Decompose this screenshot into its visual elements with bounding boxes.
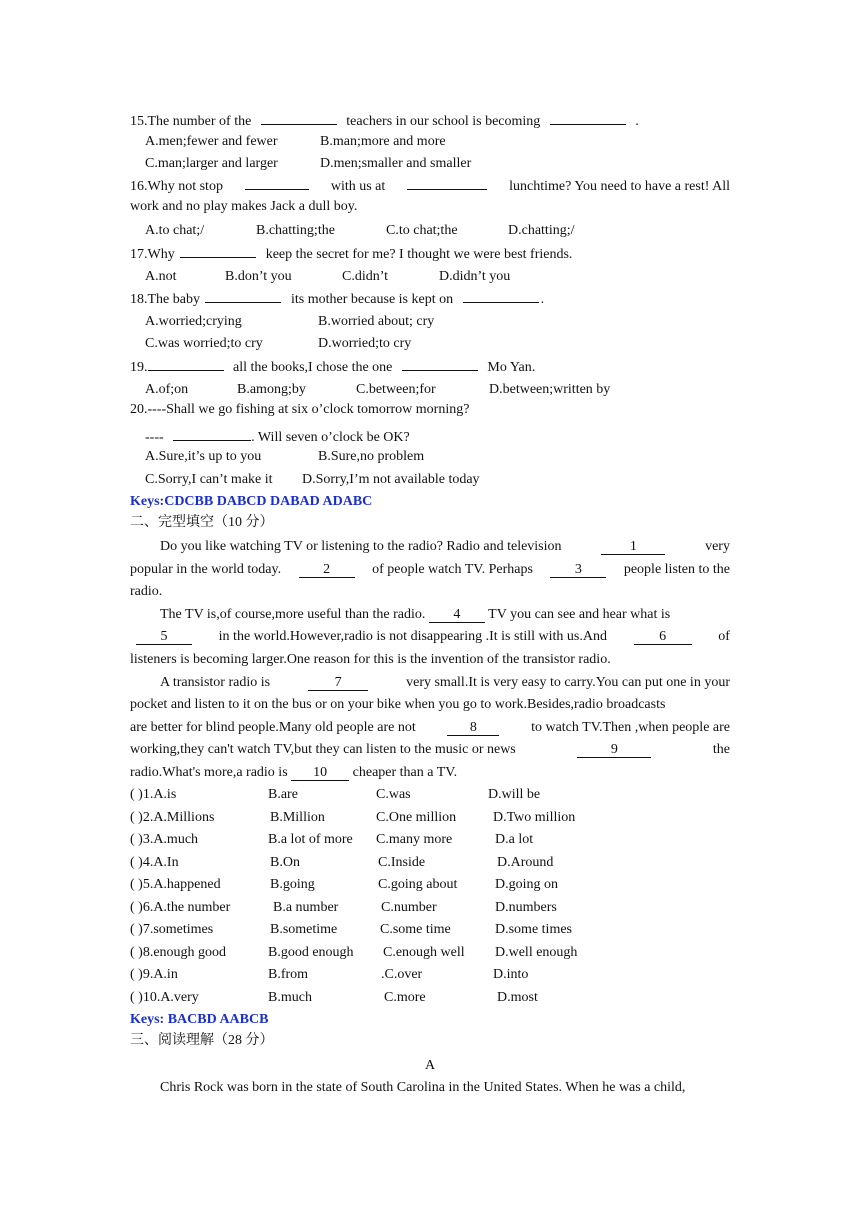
option-a: A.not (145, 269, 177, 284)
cloze-blank[interactable]: 1 (601, 540, 665, 555)
option-d: D.worried;to cry (318, 336, 412, 351)
option-c: C.didn’t (342, 269, 389, 284)
cloze-p3-line2: pocket and listen to it on the bus or on your bike when you go to work.Besides,radio broadcasts (130, 697, 666, 712)
option-c: C.some time (380, 922, 451, 937)
option-b: B.good enough (268, 944, 354, 960)
answer-blank[interactable] (245, 175, 309, 190)
option-b: B.On (270, 854, 300, 870)
section-heading: 二、完型填空（10 分） (130, 515, 274, 530)
cloze-question: ( )9.A.in (130, 967, 178, 982)
option-d: D.between;written by (489, 382, 611, 397)
option-c: C.going about (378, 877, 458, 892)
cloze-blank[interactable]: 10 (291, 766, 349, 781)
option-c: C.was (376, 787, 411, 802)
cloze-question: ( )2.A.Millions (130, 809, 215, 825)
cloze-blank[interactable]: 5 (136, 630, 192, 645)
question-18: 18.The baby its mother because is kept on . (130, 288, 544, 309)
question-19: 19. all the books,I chose the one Mo Yan. (130, 356, 535, 377)
cloze-question: ( )6.A.the number (130, 899, 231, 915)
reading-paragraph: Chris Rock was born in the state of South Carolina in the United States. When he was a child, (160, 1080, 686, 1095)
option-d: D.well enough (495, 944, 578, 960)
option-b: B.among;by (237, 382, 306, 397)
cloze-blank[interactable]: 4 (429, 608, 485, 623)
cloze-question: ( )4.A.In (130, 854, 179, 870)
option-d: D.will be (488, 787, 541, 802)
option-d: D.men;smaller and smaller (320, 156, 472, 171)
option-b: B.a number (273, 899, 339, 915)
option-c: C.to chat;the (386, 223, 458, 238)
cloze-blank[interactable]: 6 (634, 630, 692, 645)
cloze-p3-line4: working,they can't watch TV,but they can listen to the music or news 9 the (130, 742, 730, 757)
option-d: D.most (497, 989, 538, 1005)
cloze-p3-line3: are better for blind people.Many old people are not 8 to watch TV.Then ,when people are (130, 720, 730, 735)
cloze-p1-line1: Do you like watching TV or listening to the radio? Radio and television 1 very (160, 539, 730, 554)
option-b: B.Million (270, 809, 325, 825)
question-15: 15.The number of the teachers in our school is becoming . (130, 110, 639, 131)
option-a: A.worried;crying (145, 314, 242, 329)
option-d: D.chatting;/ (508, 223, 575, 238)
option-c: C.was worried;to cry (145, 336, 263, 351)
option-d: D.numbers (495, 899, 557, 915)
option-c: C.enough well (383, 944, 465, 960)
answer-keys: Keys: BACBD AABCB (130, 1012, 269, 1027)
option-b: B.are (268, 787, 298, 802)
cloze-p2-line2: 5 in the world.However,radio is not disappearing .It is still with us.And 6 of (130, 628, 730, 646)
cloze-p1-line2: popular in the world today. 2 of people watch TV. Perhaps 3 people listen to the (130, 562, 730, 577)
answer-blank[interactable] (173, 426, 251, 441)
option-d: D.going on (495, 877, 558, 892)
answer-blank[interactable] (205, 288, 281, 303)
question-16: 16.Why not stop with us at lunchtime? You need to have a rest! All (130, 175, 730, 196)
option-b: B.sometime (270, 922, 338, 937)
answer-blank[interactable] (180, 243, 256, 258)
option-b: B.going (270, 877, 315, 892)
cloze-blank[interactable]: 9 (577, 743, 651, 758)
answer-keys: Keys:CDCBB DABCD DABAD ADABC (130, 494, 373, 509)
option-b: B.Sure,no problem (318, 449, 425, 464)
cloze-p1-line3: radio. (130, 584, 163, 599)
option-c: C.Sorry,I can’t make it (145, 472, 273, 487)
section-heading: 三、阅读理解（28 分） (130, 1033, 274, 1048)
cloze-p3-line1: A transistor radio is 7 very small.It is very easy to carry.You can put one in your (160, 675, 730, 690)
question-20-reply: ---- . Will seven o’clock be OK? (145, 426, 410, 447)
option-b: B.from (268, 967, 309, 982)
cloze-question: ( )8.enough good (130, 944, 227, 960)
question-20: 20.----Shall we go fishing at six o’clock tomorrow morning? (130, 402, 470, 417)
cloze-question: ( )1.A.is (130, 787, 177, 802)
option-d: D.Two million (493, 809, 576, 825)
option-d: D.into (493, 967, 529, 982)
cloze-p2-line3: listeners is becoming larger.One reason for this is the invention of the transistor radio. (130, 652, 611, 667)
cloze-question: ( )7.sometimes (130, 922, 214, 937)
option-c: .C.over (381, 967, 423, 982)
option-c: C.many more (376, 832, 453, 847)
cloze-question: ( )3.A.much (130, 832, 199, 847)
option-a: A.to chat;/ (145, 223, 205, 238)
cloze-p3-line5: radio.What's more,a radio is 10 cheaper than a TV. (130, 765, 458, 780)
answer-blank[interactable] (402, 356, 478, 371)
option-d: D.Sorry,I’m not available today (302, 472, 480, 487)
option-a: A.of;on (145, 382, 189, 397)
cloze-blank[interactable]: 7 (308, 676, 368, 691)
cloze-p2-line1: The TV is,of course,more useful than the radio. 4 TV you can see and hear what is (160, 607, 671, 622)
option-d: D.didn’t you (439, 269, 511, 284)
answer-blank[interactable] (550, 110, 626, 125)
option-c: C.One million (376, 809, 457, 825)
option-c: C.Inside (378, 854, 426, 870)
option-b: B.worried about; cry (318, 314, 435, 329)
question-17: 17.Why keep the secret for me? I thought we were best friends. (130, 243, 572, 264)
option-b: B.man;more and more (320, 134, 446, 149)
option-a: A.Sure,it’s up to you (145, 449, 262, 464)
answer-blank[interactable] (407, 175, 487, 190)
option-d: D.Around (497, 854, 554, 870)
option-b: B.chatting;the (256, 223, 335, 238)
cloze-blank[interactable]: 3 (550, 563, 606, 578)
option-c: C.more (384, 989, 426, 1005)
option-c: C.man;larger and larger (145, 156, 278, 171)
cloze-blank[interactable]: 2 (299, 563, 355, 578)
answer-blank[interactable] (463, 288, 539, 303)
cloze-blank[interactable]: 8 (447, 721, 499, 736)
option-b: B.a lot of more (268, 832, 353, 847)
cloze-question: ( )5.A.happened (130, 877, 221, 892)
option-a: A.men;fewer and fewer (145, 134, 278, 149)
cloze-question: ( )10.A.very (130, 989, 199, 1005)
answer-blank[interactable] (148, 356, 224, 371)
option-c: C.between;for (356, 382, 436, 397)
option-c: C.number (381, 899, 437, 915)
option-d: D.a lot (495, 832, 534, 847)
passage-label: A (424, 1058, 436, 1073)
option-b: B.don’t you (225, 269, 292, 284)
answer-blank[interactable] (261, 110, 337, 125)
option-b: B.much (268, 989, 312, 1005)
question-16-line-2: work and no play makes Jack a dull boy. (130, 199, 358, 214)
option-d: D.some times (495, 922, 572, 937)
